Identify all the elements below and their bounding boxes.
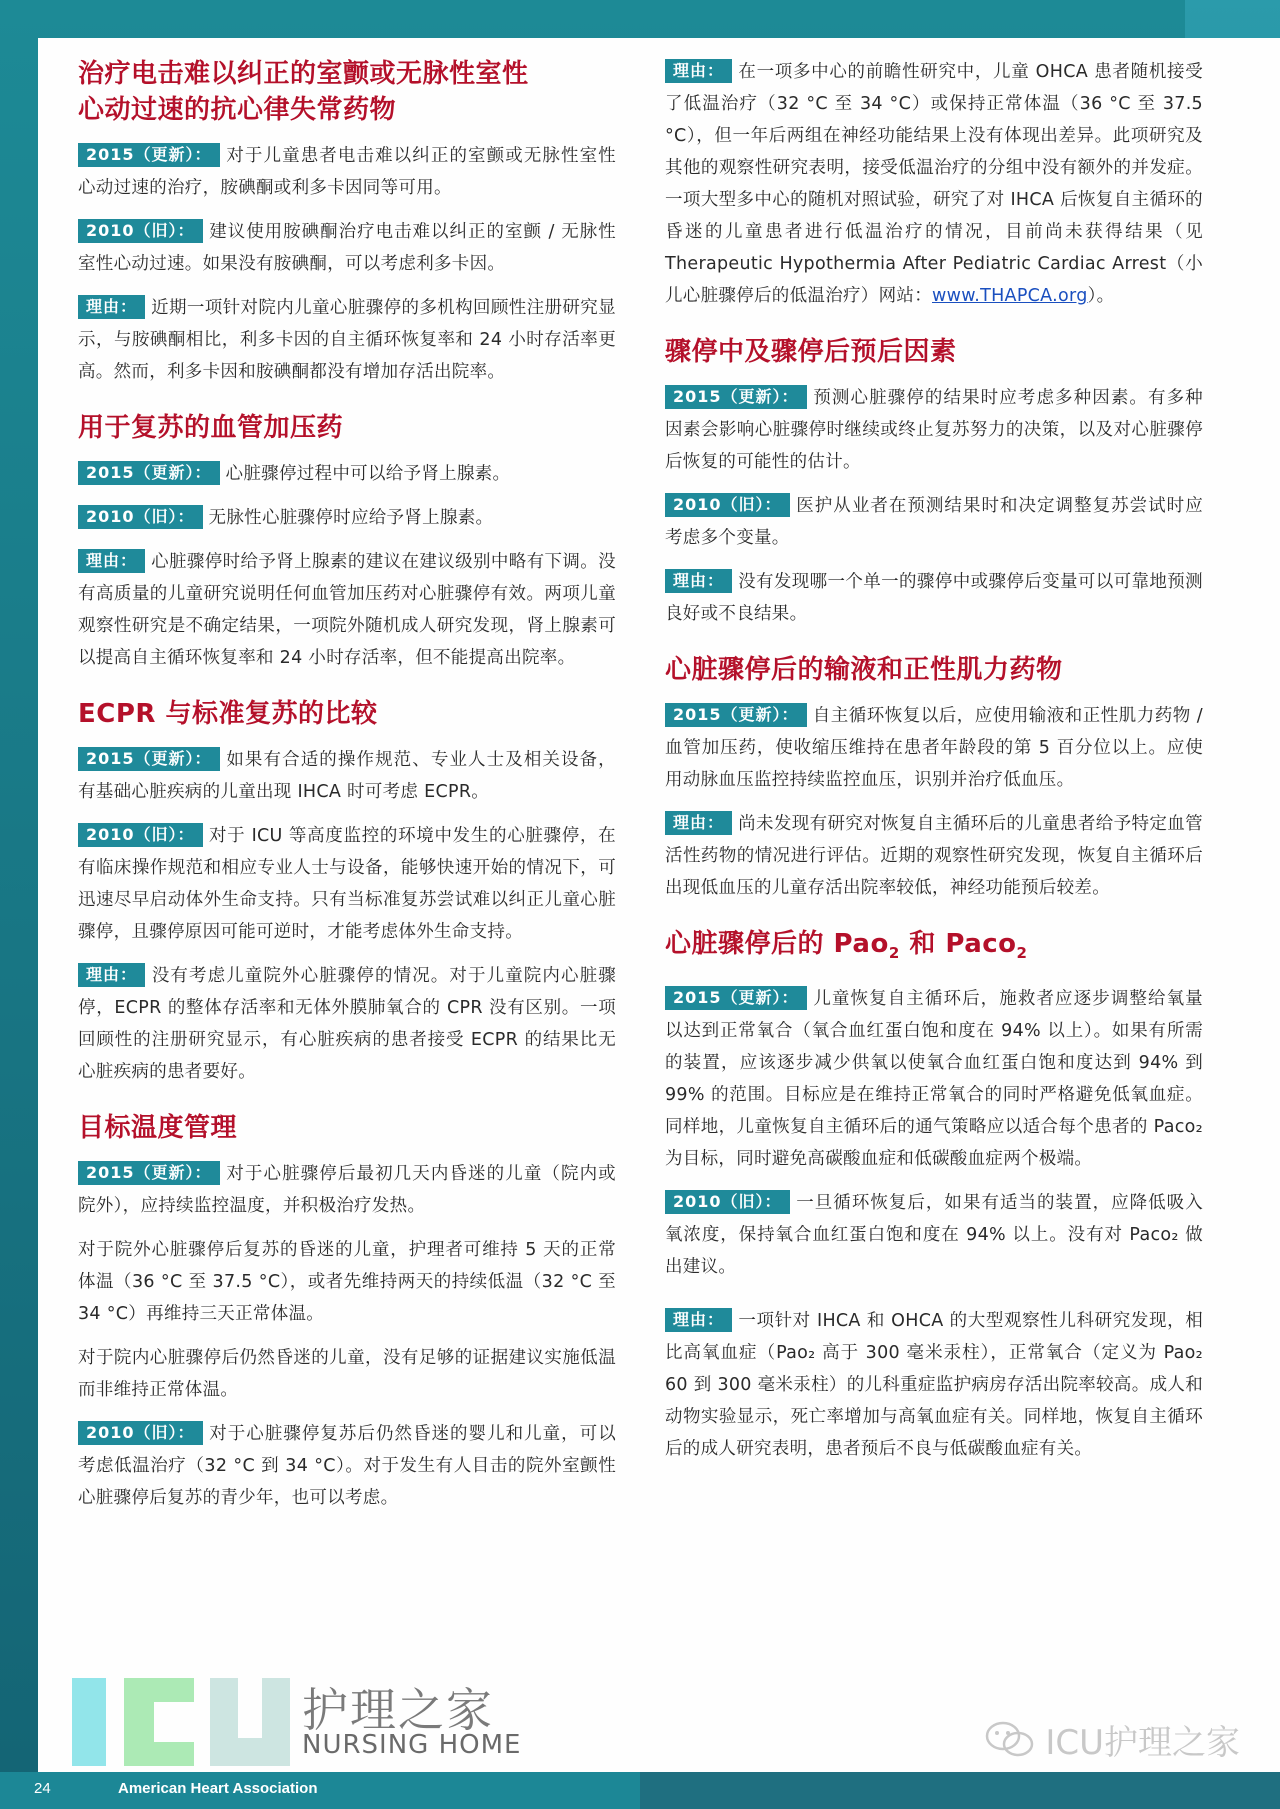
paragraph	[665, 382, 1203, 478]
paragraph-text: 建议使用胺碘酮治疗电击难以纠正的室颤 / 无脉性室性心动过速。如果没有胺碘酮，可以考虑利多卡因。	[78, 222, 616, 274]
paragraph	[665, 1187, 1203, 1283]
tag-2010-old: 2010（旧）：	[78, 1421, 203, 1445]
tag-2015-update: 2015（更新）：	[78, 143, 220, 167]
paragraph-text: 无脉性心脏骤停时应给予肾上腺素。	[208, 508, 494, 528]
paragraph-text: 对于儿童患者电击难以纠正的室颤或无脉性室性心动过速的治疗，胺碘酮或利多卡因同等可用。	[78, 146, 616, 198]
footer-organization: American Heart Association	[118, 1780, 318, 1797]
paragraph-text: 尚未发现有研究对恢复自主循环后的儿童患者给予特定血管活性药物的情况进行评估。近期的观察性研究发现，恢复自主循环后出现低血压的儿童存活出院率较低，神经功能预后较差。	[665, 814, 1203, 898]
title-subscript: 2	[1016, 944, 1028, 963]
tag-2015-update: 2015（更新）：	[78, 747, 220, 771]
paragraph	[665, 56, 1203, 312]
tag-2010-old: 2010（旧）：	[665, 493, 790, 517]
paragraph	[78, 216, 616, 280]
tag-rationale: 理由：	[665, 1308, 732, 1332]
paragraph	[78, 744, 616, 808]
paragraph-text: 没有考虑儿童院外心脏骤停的情况。对于儿童院内心脏骤停，ECPR 的整体存活率和无体外膜肺氧合的 CPR 没有区别。一项回顾性的注册研究显示，有心脏疾病的患者接受 ECPR 的结果比无心脏疾病的患者要好。	[78, 966, 616, 1082]
paragraph	[78, 960, 616, 1088]
paragraph-text: 没有发现哪一个单一的骤停中或骤停后变量可以可靠地预测良好或不良结果。	[665, 572, 1203, 624]
section-title-ecpr: ECPR 与标准复苏的比较	[78, 699, 378, 729]
section-title-temperature-management: 目标温度管理	[78, 1113, 238, 1143]
icu-nursing-home-watermark	[70, 1676, 530, 1771]
watermark-english-text: NURSING HOME	[302, 1730, 522, 1760]
tag-2015-update: 2015（更新）：	[78, 1161, 220, 1185]
paragraph	[78, 502, 616, 534]
paragraph	[665, 1305, 1203, 1465]
paragraph	[78, 1158, 616, 1222]
tag-rationale: 理由：	[665, 59, 732, 83]
paragraph-text: 儿童恢复自主循环后，施救者应逐步调整给氧量以达到正常氧合（氧合血红蛋白饱和度在 94% 以上）。如果有所需的装置，应该逐步减少供氧以使氧合血红蛋白饱和度达到 94% 到 99% 的范围。目标应是在维持正常氧合的同时严格避免低氧血症。同样地，儿童恢复自主循环后的通气策略应以适合每个患者的 Paco₂ 为目标，同时避免高碳酸血症和低碳酸血症两个极端。	[665, 989, 1203, 1170]
title-line-2: 心动过速的抗心律失常药物	[78, 95, 397, 125]
paragraph-text: 心脏骤停时给予肾上腺素的建议在建议级别中略有下调。没有高质量的儿童研究说明任何血管加压药对心脏骤停有效。两项儿童观察性研究是不确定结果，一项院外随机成人研究发现，肾上腺素可以提高自主循环恢复率和 24 小时存活率，但不能提高出院率。	[78, 552, 616, 668]
page-number: 24	[34, 1780, 51, 1797]
watermark-chinese-text: 护理之家	[302, 1683, 494, 1737]
paragraph-text: 对于心脏骤停后最初几天内昏迷的儿童（院内或院外），应持续监控温度，并积极治疗发热。	[78, 1164, 616, 1216]
paragraph-text: 预测心脏骤停的结果时应考虑多种因素。有多种因素会影响心脏骤停时继续或终止复苏努力的决策，以及对心脏骤停后恢复的可能性的估计。	[665, 388, 1203, 472]
paragraph: 对于院内心脏骤停后仍然昏迷的儿童，没有足够的证据建议实施低温而非维持正常体温。	[78, 1348, 616, 1400]
paragraph-text: 一旦循环恢复后，如果有适当的装置，应降低吸入氧浓度，保持氧合血红蛋白饱和度在 94% 以上。没有对 Paco₂ 做出建议。	[665, 1193, 1203, 1278]
tag-2015-update: 2015（更新）：	[665, 385, 807, 409]
tag-2010-old: 2010（旧）：	[78, 219, 203, 243]
section-title-prognostic-factors: 骤停中及骤停后预后因素	[665, 337, 957, 367]
tag-2010-old: 2010（旧）：	[78, 505, 203, 529]
paragraph	[78, 140, 616, 204]
paragraph	[665, 566, 1203, 630]
paragraph	[665, 808, 1203, 904]
paragraph-text: 如果有合适的操作规范、专业人士及相关设备，有基础心脏疾病的儿童出现 IHCA 时可考虑 ECPR。	[78, 750, 616, 802]
paragraph-text: 近期一项针对院内儿童心脏骤停的多机构回顾性注册研究显示，与胺碘酮相比，利多卡因的自主循环恢复率和 24 小时存活率更高。然而，利多卡因和胺碘酮都没有增加存活出院率。	[78, 298, 616, 382]
footer-bar	[0, 1772, 1280, 1809]
title-subscript: 2	[888, 944, 900, 963]
paragraph	[78, 292, 616, 388]
paragraph-text: 医护从业者在预测结果时和决定调整复苏尝试时应考虑多个变量。	[665, 496, 1203, 548]
paragraph-text: 一项针对 IHCA 和 OHCA 的大型观察性儿科研究发现，相比高氧血症（Pao₂ 高于 300 毫米汞柱），正常氧合（定义为 Pao₂ 60 到 300 毫米汞柱）的儿科重症监护病房存活出院率较高。成人和动物实验显示，死亡率增加与高氧血症有关。同样地，恢复自主循环后的成人研究表明，患者预后不良与低碳酸血症有关。	[665, 1311, 1203, 1460]
paragraph-text: 心脏骤停过程中可以给予肾上腺素。	[225, 464, 511, 484]
paragraph	[78, 458, 616, 490]
section-title-fluids-inotropes: 心脏骤停后的输液和正性肌力药物	[665, 655, 1063, 685]
paragraph	[665, 700, 1203, 796]
tag-rationale: 理由：	[78, 963, 145, 987]
tag-2010-old: 2010（旧）：	[665, 1190, 790, 1214]
paragraph-text: 对于 ICU 等高度监控的环境中发生的心脏骤停，在有临床操作规范和相应专业人士与设备，能够快速开始的情况下，可迅速尽早启动体外生命支持。只有当标准复苏尝试难以纠正儿童心脏骤停，且骤停原因可能可逆时，才能考虑体外生命支持。	[78, 826, 616, 942]
footer-left	[0, 1772, 640, 1809]
thapca-link[interactable]: www.THAPCA.org	[932, 286, 1088, 306]
paragraph	[665, 490, 1203, 554]
paragraph-text: 在一项多中心的前瞻性研究中，儿童 OHCA 患者随机接受了低温治疗（32 °C 至 34 °C）或保持正常体温（36 °C 至 37.5 °C），但一年后两组在神经功能结果上没有体现出差异。此项研究及其他的观察性研究表明，接受低温治疗的分组中没有额外的并发症。一项大型多中心的随机对照试验，研究了对 IHCA 后恢复自主循环的昏迷的儿童患者进行低温治疗的情况，目前尚未获得结果（见 Therapeutic Hypothermia After Pediatric Cardiac Arrest（小儿心脏骤停后的低温治疗）网站：	[665, 62, 1203, 306]
icu-logo-icon	[70, 1676, 290, 1768]
section-title-pao2-paco2	[665, 926, 1203, 971]
tag-rationale: 理由：	[665, 811, 732, 835]
paragraph	[665, 983, 1203, 1175]
tag-rationale: 理由：	[665, 569, 732, 593]
title-part: 和 Paco	[899, 929, 1017, 959]
tag-rationale: 理由：	[78, 549, 145, 573]
paragraph	[78, 1418, 616, 1514]
title-part: 心脏骤停后的 Pao	[665, 929, 889, 959]
tag-2015-update: 2015（更新）：	[665, 703, 807, 727]
right-column	[665, 56, 1203, 1477]
paragraph	[78, 546, 616, 674]
paragraph	[78, 820, 616, 948]
paragraph-text: 对于心脏骤停复苏后仍然昏迷的婴儿和儿童，可以考虑低温治疗（32 °C 到 34 °C）。对于发生有人目击的院外室颤性心脏骤停后复苏的青少年，也可以考虑。	[78, 1424, 616, 1508]
tag-2010-old: 2010（旧）：	[78, 823, 203, 847]
wechat-icon	[985, 1720, 1035, 1760]
title-line-1: 治疗电击难以纠正的室颤或无脉性室性	[78, 59, 529, 89]
paragraph-text: 自主循环恢复以后，应使用输液和正性肌力药物 / 血管加压药，使收缩压维持在患者年龄段的第 5 百分位以上。应使用动脉血压监控持续监控血压，识别并治疗低血压。	[665, 706, 1203, 790]
left-column	[78, 56, 616, 1526]
section-title-antiarrhythmic	[78, 56, 616, 128]
wechat-watermark	[985, 1715, 1240, 1764]
tag-2015-update: 2015（更新）：	[78, 461, 220, 485]
tag-rationale: 理由：	[78, 295, 145, 319]
tag-2015-update: 2015（更新）：	[665, 986, 807, 1010]
paragraph-text: ）。	[1087, 286, 1115, 306]
section-title-vasopressors: 用于复苏的血管加压药	[78, 413, 344, 443]
wechat-watermark-text: ICU护理之家	[1045, 1723, 1240, 1763]
paragraph: 对于院外心脏骤停后复苏的昏迷的儿童，护理者可维持 5 天的正常体温（36 °C 至 37.5 °C），或者先维持两天的持续低温（32 °C 至 34 °C）再维持三天正常体温。	[78, 1240, 616, 1324]
